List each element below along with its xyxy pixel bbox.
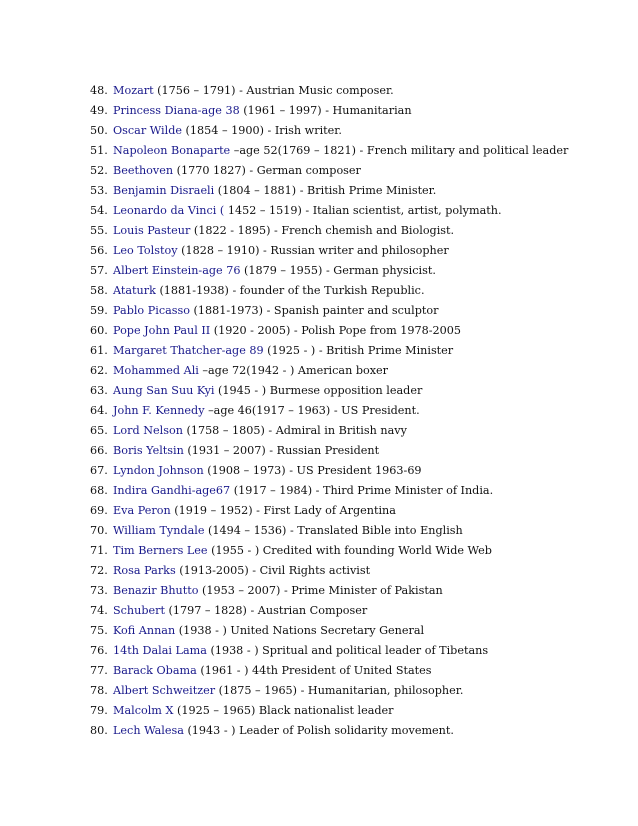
list-item	[90, 341, 630, 361]
item-number: 71.	[90, 544, 108, 557]
item-number: 55.	[90, 224, 108, 237]
item-number: 64.	[90, 404, 108, 417]
item-number: 51.	[90, 144, 108, 157]
item-description: (1756 – 1791) - Austrian Music composer.	[153, 84, 394, 97]
person-link[interactable]: Benazir Bhutto	[113, 584, 199, 597]
person-link[interactable]: Napoleon Bonaparte	[113, 144, 231, 157]
person-link[interactable]: Albert Einstein-age 76	[113, 264, 241, 277]
person-link[interactable]: Mozart	[113, 84, 154, 97]
item-description: (1931 – 2007) - Russian President	[183, 444, 380, 457]
item-number: 70.	[90, 524, 108, 537]
item-description: (1881-1973) - Spanish painter and sculptor	[190, 304, 439, 317]
person-link[interactable]: Kofi Annan	[113, 624, 176, 637]
list-item	[90, 701, 630, 721]
item-number: 78.	[90, 684, 108, 697]
list-item	[90, 281, 630, 301]
item-description: (1945 - ) Burmese opposition leader	[214, 384, 423, 397]
item-description: (1938 - ) Spritual and political leader of Tibetans	[206, 644, 489, 657]
item-description: (1797 – 1828) - Austrian Composer	[164, 604, 368, 617]
person-link[interactable]: William Tyndale	[113, 524, 205, 537]
list-item	[90, 541, 630, 561]
person-link[interactable]: Eva Peron	[113, 504, 171, 517]
person-link[interactable]: Ataturk	[113, 284, 156, 297]
list-item	[90, 601, 630, 621]
item-number: 49.	[90, 104, 108, 117]
person-link[interactable]: Tim Berners Lee	[113, 544, 208, 557]
list-item	[90, 681, 630, 701]
item-number: 53.	[90, 184, 108, 197]
person-link[interactable]: Leo Tolstoy	[113, 244, 178, 257]
person-link[interactable]: Schubert	[113, 604, 165, 617]
item-number: 60.	[90, 324, 108, 337]
person-link[interactable]: Albert Schweitzer	[113, 684, 216, 697]
item-description: (1925 – 1965) Black nationalist leader	[173, 704, 394, 717]
list-item	[90, 641, 630, 661]
item-description: (1938 - ) United Nations Secretary General	[175, 624, 425, 637]
item-description: (1913-2005) - Civil Rights activist	[175, 564, 371, 577]
person-link[interactable]: Indira Gandhi-age67	[113, 484, 231, 497]
item-number: 61.	[90, 344, 108, 357]
person-link[interactable]: Rosa Parks	[113, 564, 176, 577]
item-number: 63.	[90, 384, 108, 397]
item-number: 79.	[90, 704, 108, 717]
item-number: 50.	[90, 124, 108, 137]
person-link[interactable]: Princess Diana-age 38	[113, 104, 240, 117]
item-description: (1758 – 1805) - Admiral in British navy	[182, 424, 407, 437]
item-number: 67.	[90, 464, 108, 477]
item-description: (1854 – 1900) - Irish writer.	[182, 124, 342, 137]
list-item	[90, 321, 630, 341]
item-number: 54.	[90, 204, 108, 217]
person-link[interactable]: John F. Kennedy	[113, 404, 205, 417]
item-description: 1452 – 1519) - Italian scientist, artist, polymath.	[224, 204, 502, 217]
item-number: 57.	[90, 264, 108, 277]
item-description: (1908 – 1973) - US President 1963-69	[203, 464, 422, 477]
item-description: –age 46(1917 – 1963) - US President.	[204, 404, 420, 417]
item-number: 69.	[90, 504, 108, 517]
item-number: 56.	[90, 244, 108, 257]
list-item	[90, 401, 630, 421]
list-item	[90, 721, 630, 741]
item-number: 74.	[90, 604, 108, 617]
item-number: 75.	[90, 624, 108, 637]
person-link[interactable]: Mohammed Ali	[113, 364, 199, 377]
list-item	[90, 81, 630, 101]
list-item	[90, 441, 630, 461]
item-description: (1955 - ) Credited with founding World Wide Web	[207, 544, 492, 557]
list-item	[90, 581, 630, 601]
item-number: 80.	[90, 724, 108, 737]
item-number: 62.	[90, 364, 108, 377]
item-number: 48.	[90, 84, 108, 97]
item-description: (1804 – 1881) - British Prime Minister.	[214, 184, 437, 197]
item-number: 58.	[90, 284, 108, 297]
item-description: (1953 – 2007) - Prime Minister of Pakistan	[198, 584, 443, 597]
person-link[interactable]: Aung San Suu Kyi	[113, 384, 215, 397]
person-link[interactable]: Boris Yeltsin	[113, 444, 184, 457]
item-description: (1917 – 1984) - Third Prime Minister of India.	[230, 484, 494, 497]
list-item	[90, 501, 630, 521]
person-link[interactable]: Lyndon Johnson	[113, 464, 204, 477]
person-link[interactable]: Oscar Wilde	[113, 124, 182, 137]
list-item	[90, 361, 630, 381]
item-description: (1770 1827) - German composer	[173, 164, 361, 177]
item-number: 59.	[90, 304, 108, 317]
list-item	[90, 301, 630, 321]
list-item	[90, 141, 630, 161]
list-item	[90, 621, 630, 641]
person-link[interactable]: Pope John Paul II	[113, 324, 211, 337]
item-description: –age 52(1769 – 1821) - French military and political leader	[230, 144, 569, 157]
person-link[interactable]: Beethoven	[113, 164, 174, 177]
list-item	[90, 161, 630, 181]
item-description: (1875 – 1965) - Humanitarian, philosopher.	[215, 684, 464, 697]
person-link[interactable]: Barack Obama	[113, 664, 197, 677]
person-link[interactable]: Louis Pasteur	[113, 224, 191, 237]
list-item	[90, 521, 630, 541]
list-item	[90, 661, 630, 681]
item-description: (1822 - 1895) - French chemish and Biologist.	[190, 224, 455, 237]
person-link[interactable]: Malcolm X	[113, 704, 174, 717]
list-item	[90, 481, 630, 501]
item-number: 72.	[90, 564, 108, 577]
person-link[interactable]: Lord Nelson	[113, 424, 183, 437]
item-number: 73.	[90, 584, 108, 597]
item-description: (1494 – 1536) - Translated Bible into English	[204, 524, 463, 537]
person-link[interactable]: Leonardo da Vinci (	[113, 204, 225, 217]
person-link[interactable]: 14th Dalai Lama	[113, 644, 207, 657]
person-link[interactable]: Pablo Picasso	[113, 304, 190, 317]
item-number: 66.	[90, 444, 108, 457]
person-link[interactable]: Benjamin Disraeli	[113, 184, 215, 197]
item-number: 76.	[90, 644, 108, 657]
numbered-list	[90, 81, 630, 741]
person-link[interactable]: Lech Walesa	[113, 724, 184, 737]
person-link[interactable]: Margaret Thatcher-age 89	[113, 344, 264, 357]
item-description: (1920 - 2005) - Polish Pope from 1978-2005	[210, 324, 461, 337]
item-description: (1925 - ) - British Prime Minister	[263, 344, 454, 357]
item-description: (1961 - ) 44th President of United States	[196, 664, 432, 677]
list-item	[90, 561, 630, 581]
list-item	[90, 101, 630, 121]
item-description: (1828 – 1910) - Russian writer and philosopher	[177, 244, 449, 257]
item-number: 77.	[90, 664, 108, 677]
item-number: 65.	[90, 424, 108, 437]
item-description: (1943 - ) Leader of Polish solidarity movement.	[183, 724, 454, 737]
list-item	[90, 381, 630, 401]
item-description: (1881-1938) - founder of the Turkish Republic.	[155, 284, 425, 297]
item-description: (1879 – 1955) - German physicist.	[240, 264, 436, 277]
item-description: (1961 – 1997) - Humanitarian	[239, 104, 412, 117]
item-number: 52.	[90, 164, 108, 177]
list-item	[90, 241, 630, 261]
list-item	[90, 461, 630, 481]
list-item	[90, 221, 630, 241]
list-item	[90, 121, 630, 141]
item-description: (1919 – 1952) - First Lady of Argentina	[170, 504, 396, 517]
list-item	[90, 181, 630, 201]
list-item	[90, 421, 630, 441]
list-item	[90, 201, 630, 221]
list-item	[90, 261, 630, 281]
item-description: –age 72(1942 - ) American boxer	[198, 364, 389, 377]
item-number: 68.	[90, 484, 108, 497]
